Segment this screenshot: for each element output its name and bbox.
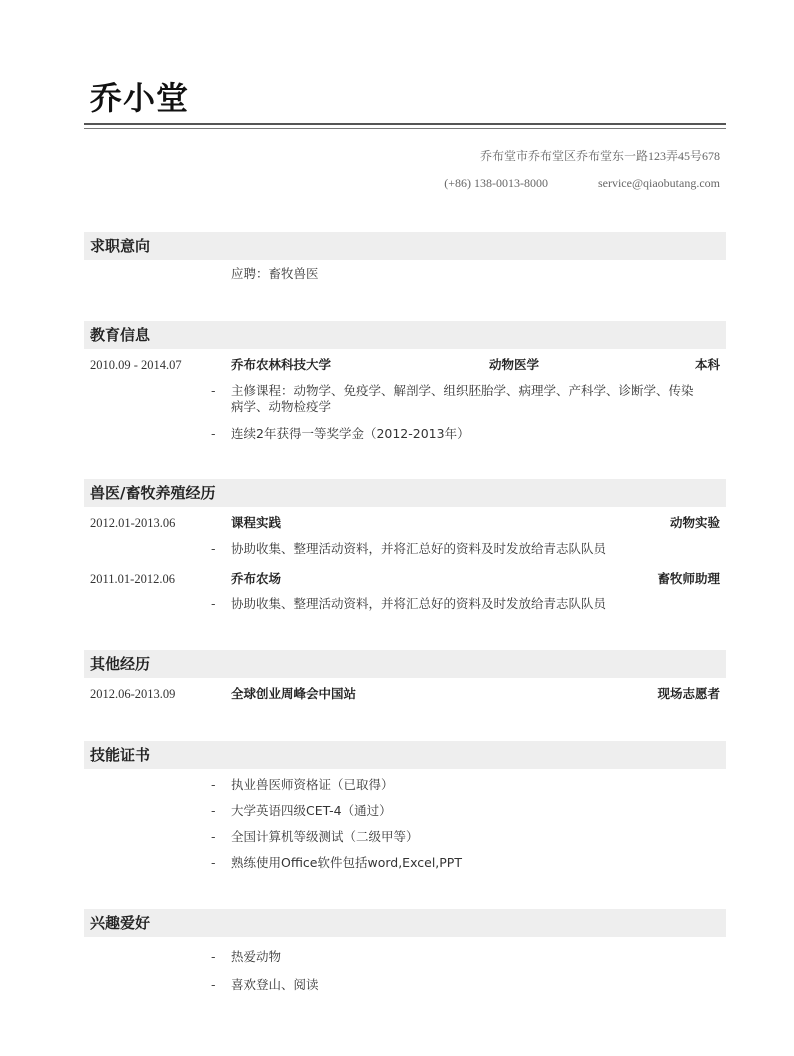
experience-date: 2012.01-2013.06 — [90, 516, 176, 530]
bullet-marker: - — [211, 855, 216, 870]
hobby-item: 喜欢登山、阅读 — [231, 977, 319, 992]
header-divider-thin — [84, 128, 726, 129]
skill-item: 熟练使用Office软件包括word,Excel,PPT — [231, 855, 462, 870]
section-education — [84, 321, 726, 441]
experience-item: 协助收集、整理活动资料，并将汇总好的资料及时发放给青志队队员 — [231, 541, 607, 556]
bullet-marker: - — [211, 949, 216, 964]
objective-text: 应聘：畜牧兽医 — [231, 266, 319, 281]
education-item: 主修课程：动物学、免疫学、解剖学、组织胚胎学、病理学、产科学、诊断学、传染病学、动物检疫学 — [231, 383, 694, 414]
section-header — [84, 741, 726, 769]
education-item: 连续2年获得一等奖学金（2012-2013年） — [231, 426, 470, 441]
section-header — [84, 479, 726, 507]
bullet-marker: - — [211, 541, 216, 556]
experience-org: 课程实践 — [231, 515, 282, 530]
section-title: 求职意向 — [90, 237, 151, 255]
header-divider-thick — [84, 123, 726, 125]
contact-phone: (+86) 138-0013-8000 — [444, 176, 548, 190]
other-org: 全球创业周峰会中国站 — [231, 686, 357, 701]
contact-email: service@qiaobutang.com — [597, 176, 720, 190]
experience-item: 协助收集、整理活动资料，并将汇总好的资料及时发放给青志队队员 — [231, 596, 607, 611]
section-title: 教育信息 — [90, 326, 151, 344]
section-title: 兴趣爱好 — [90, 914, 151, 932]
other-date: 2012.06-2013.09 — [90, 687, 176, 701]
section-objective — [84, 232, 726, 281]
section-title: 其他经历 — [90, 655, 151, 673]
experience-role: 畜牧师助理 — [657, 571, 720, 586]
bullet-marker: - — [211, 777, 216, 792]
section-title: 技能证书 — [90, 746, 151, 764]
bullet-marker: - — [211, 803, 216, 818]
bullet-marker: - — [211, 383, 216, 398]
section-other — [84, 650, 726, 701]
bullet-marker: - — [211, 829, 216, 844]
education-major: 动物医学 — [489, 357, 540, 372]
hobby-item: 热爱动物 — [231, 949, 282, 964]
other-role: 现场志愿者 — [657, 686, 720, 701]
skill-item: 全国计算机等级测试（二级甲等） — [231, 829, 419, 844]
education-degree: 本科 — [694, 357, 720, 372]
section-header — [84, 321, 726, 349]
section-header — [84, 650, 726, 678]
section-hobbies — [84, 909, 726, 992]
experience-date: 2011.01-2012.06 — [90, 572, 175, 586]
education-school: 乔布农林科技大学 — [231, 357, 332, 372]
education-date: 2010.09 - 2014.07 — [90, 358, 182, 372]
skill-item: 执业兽医师资格证（已取得） — [231, 777, 394, 792]
section-header — [84, 909, 726, 937]
contact-line — [444, 176, 720, 191]
experience-org: 乔布农场 — [231, 571, 282, 586]
section-header — [84, 232, 726, 260]
bullet-marker: - — [211, 977, 216, 992]
section-experience — [84, 479, 726, 611]
skill-item: 大学英语四级CET-4（通过） — [231, 803, 392, 818]
bullet-marker: - — [211, 596, 216, 611]
bullet-marker: - — [211, 426, 216, 441]
contact-address: 乔布堂市乔布堂区乔布堂东一路123弄45号678 — [479, 149, 720, 163]
section-skills — [84, 741, 726, 870]
experience-role: 动物实验 — [669, 515, 720, 530]
candidate-name: 乔小堂 — [90, 79, 190, 117]
section-title: 兽医/畜牧养殖经历 — [90, 484, 216, 502]
